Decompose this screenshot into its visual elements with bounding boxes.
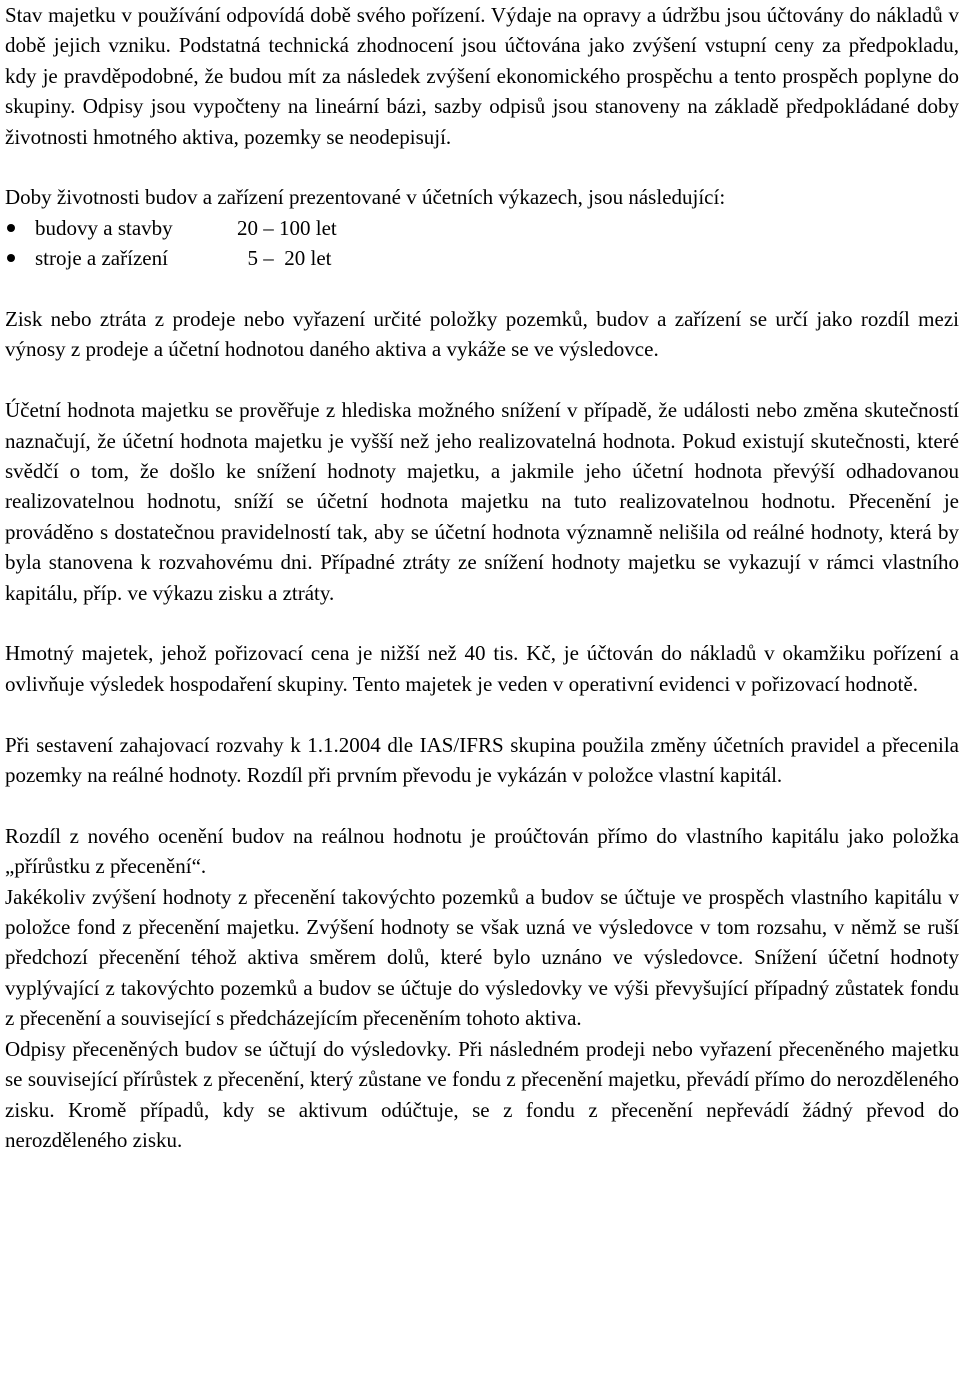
list-item — [5, 243, 959, 273]
lifetime-category: budovy a stavby — [35, 215, 173, 240]
paragraph-revalued-depreciation: Odpisy přeceněných budov se účtují do výsledovky. Při následném prodeji nebo vyřazení přeceněného majetku se související přírůstek z přecenění, který zůstane ve fondu z přecenění majetku, převádí přímo do nerozděleného zisku. Kromě případů, kdy se aktivum odúčtuje, se z fondu z přecenění nepřevádí žádný převod do nerozděleného zisku. — [5, 1036, 959, 1152]
bullet-icon — [7, 224, 15, 232]
paragraph-revaluation-difference: Rozdíl z nového ocenění budov na reálnou hodnotu je proúčtován přímo do vlastního kapitálu jako položka „přírůstku z přecenění“. — [5, 823, 959, 879]
list-item — [5, 213, 959, 243]
bullet-icon — [7, 254, 15, 262]
paragraph-gap — [5, 274, 959, 304]
paragraph-gap — [5, 608, 959, 638]
paragraph-disposal-gain-loss: Zisk nebo ztráta z prodeje nebo vyřazení určité položky pozemků, budov a zařízení se určí jako rozdíl mezi výnosy z prodeje a účetní hodnotou daného aktiva a vykáže se ve výsledovce. — [5, 307, 959, 362]
paragraph-impairment: Účetní hodnota majetku se prověřuje z hlediska možného snížení v případě, že události nebo změna skutečností naznačují, že účetní hodnota majetku je vyšší než jeho realizovatelná hodnota. Pokud existují skutečnosti, které svědčí o tom, že došlo ke snížení hodnoty majetku, a jakmile jeho účetní hodnota převýší odhadovanou realizovatelnou hodnotu, sníží se účetní hodnota majetku na tuto realizovatelnou hodnotu. Přecenění je prováděno s dostatečnou pravidelností tak, aby se účetní hodnota významně nelišila od reálné hodnoty, která by byla stanovena k rozvahovému dni. Případné ztráty ze snížení hodnoty majetku se vykazují v rámci vlastního kapitálu, příp. ve výkazu zisku a ztráty. — [5, 398, 959, 605]
lifetime-range: 5 – 20 let — [237, 246, 332, 271]
paragraph-lifetimes-intro: Doby životnosti budov a zařízení prezentované v účetních výkazech, jsou následující: — [5, 185, 726, 210]
paragraph-revaluation-increase: Jakékoliv zvýšení hodnoty z přecenění takovýchto pozemků a budov se účtuje ve prospěch vlastního kapitálu v položce fond z přecenění majetku. Zvýšení hodnoty se však uzná ve výsledovce v tom rozsahu, v němž se ruší předchozí přecenění téhož aktiva směrem dolů, které bylo uznáno ve výsledovce. Snížení účetní hodnoty vyplývající z takovýchto pozemků a budov se účtuje do výsledovky ve výši převyšující případný zůstatek fondu z přecenění a související s předcházejícím přeceněním tohoto aktiva. — [5, 884, 959, 1031]
paragraph-opening-balance: Při sestavení zahajovací rozvahy k 1.1.2004 dle IAS/IFRS skupina použila změny účetních pravidel a přecenila pozemky na reálné hodnoty. Rozdíl při prvním převodu je vykázán v položce vlastní kapitál. — [5, 732, 959, 788]
paragraph-gap — [5, 790, 959, 820]
paragraph-gap — [5, 365, 959, 395]
document-body — [5, 0, 959, 1155]
lifetimes-list — [5, 213, 959, 274]
paragraph-gap — [5, 699, 959, 729]
paragraph-low-value-assets: Hmotný majetek, jehož pořizovací cena je nižší než 40 tis. Kč, je účtován do nákladů v okamžiku pořízení a ovlivňuje výsledek hospodaření skupiny. Tento majetek je veden v operativní evidenci v pořizovací hodnotě. — [5, 641, 959, 696]
lifetime-category: stroje a zařízení — [35, 246, 168, 271]
paragraph-gap — [5, 152, 959, 182]
lifetime-range: 20 – 100 let — [237, 215, 337, 240]
paragraph-asset-state: Stav majetku v používání odpovídá době svého pořízení. Výdaje na opravy a údržbu jsou účtovány do nákladů v době jejich vzniku. Podstatná technická zhodnocení jsou účtována jako zvýšení vstupní ceny za předpokladu, kdy je pravděpodobné, že budou mít za následek zvýšení ekonomického prospěchu a tento prospěch poplyne do skupiny. Odpisy jsou vypočteny na lineární bázi, sazby odpisů jsou stanoveny na základě předpokládané doby životnosti hmotného aktiva, pozemky se neodepisují. — [5, 3, 959, 149]
